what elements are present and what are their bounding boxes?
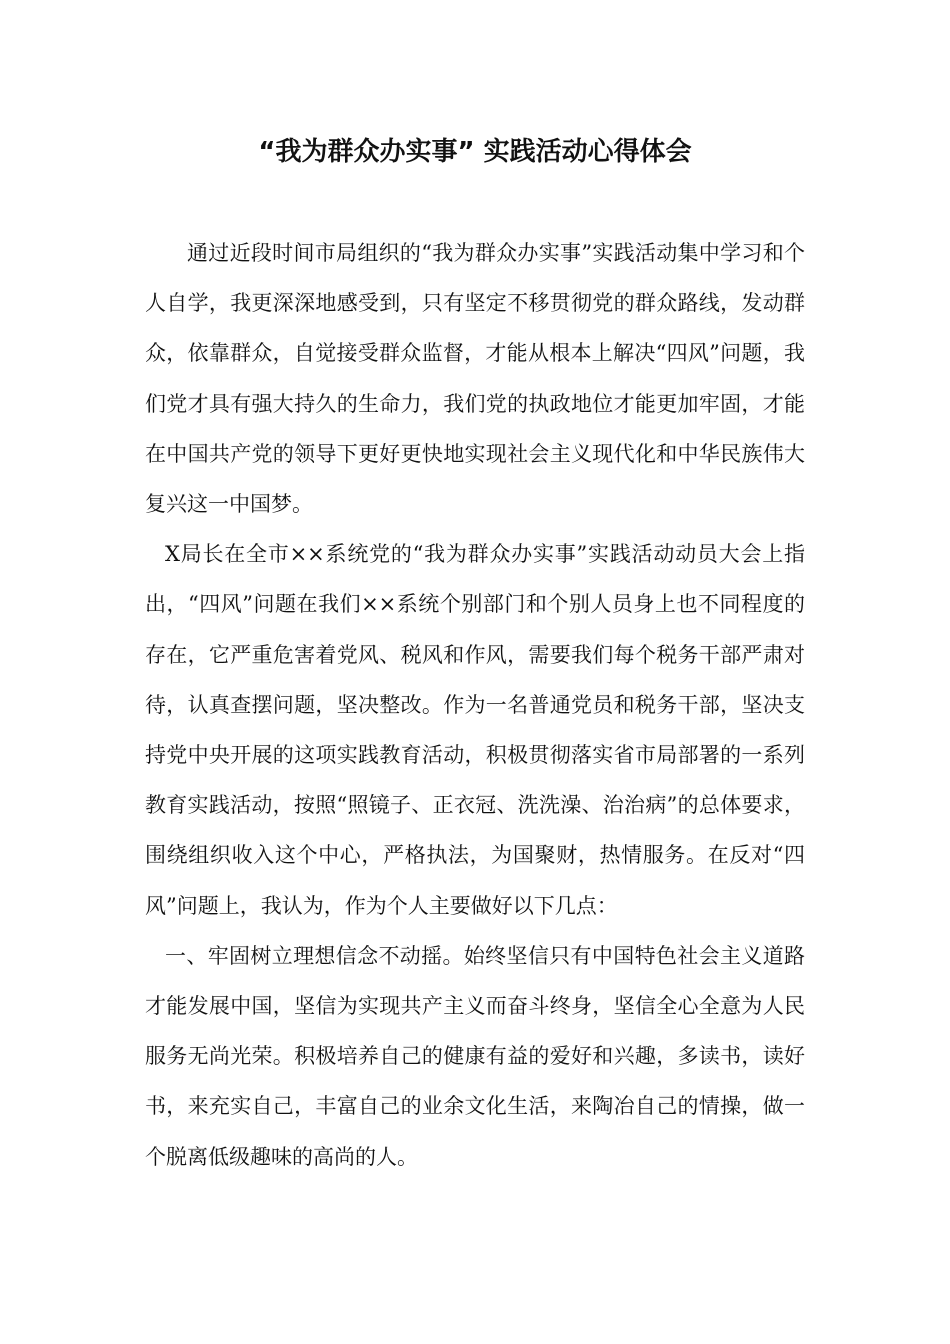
paragraph-intro: 通过近段时间市局组织的“我为群众办实事”实践活动集中学习和个人自学，我更深深地感受到，只有坚定不移贯彻党的群众路线，发动群众，依靠群众，自觉接受群众监督，才能从根本上解决“四风”问题，我们党才具有强大持久的生命力，我们党的执政地位才能更加牢固，才能在中国共产党的领导下更好更快地实现社会主义现代化和中华民族伟大复兴这一中国梦。 bbox=[145, 241, 805, 517]
paragraph-point-one: 一、牢固树立理想信念不动摇。始终坚信只有中国特色社会主义道路才能发展中国，坚信为实现共产主义而奋斗终身，坚信全心全意为人民服务无尚光荣。积极培养自己的健康有益的爱好和兴趣，多读书，读好书，来充实自己，丰富自己的业余文化生活，来陶冶自己的情操，做一个脱离低级趣味的高尚的人。 bbox=[145, 943, 805, 1169]
document-body bbox=[145, 228, 805, 1182]
paragraph-director-remarks: X局长在全市××系统党的“我为群众办实事”实践活动动员大会上指出，“四风”问题在我们××系统个别部门和个别人员身上也不同程度的存在，它严重危害着党风、税风和作风，需要我们每个税务干部严肃对待，认真查摆问题，坚决整改。作为一名普通党员和税务干部，坚决支持党中央开展的这项实践教育活动，积极贯彻落实省市局部署的一系列教育实践活动，按照“照镜子、正衣冠、洗洗澡、治治病”的总体要求，围绕组织收入这个中心，严格执法，为国聚财，热情服务。在反对“四风”问题上，我认为，作为个人主要做好以下几点： bbox=[145, 542, 805, 918]
document-title: “我为群众办实事” 实践活动心得体会 bbox=[258, 137, 692, 167]
